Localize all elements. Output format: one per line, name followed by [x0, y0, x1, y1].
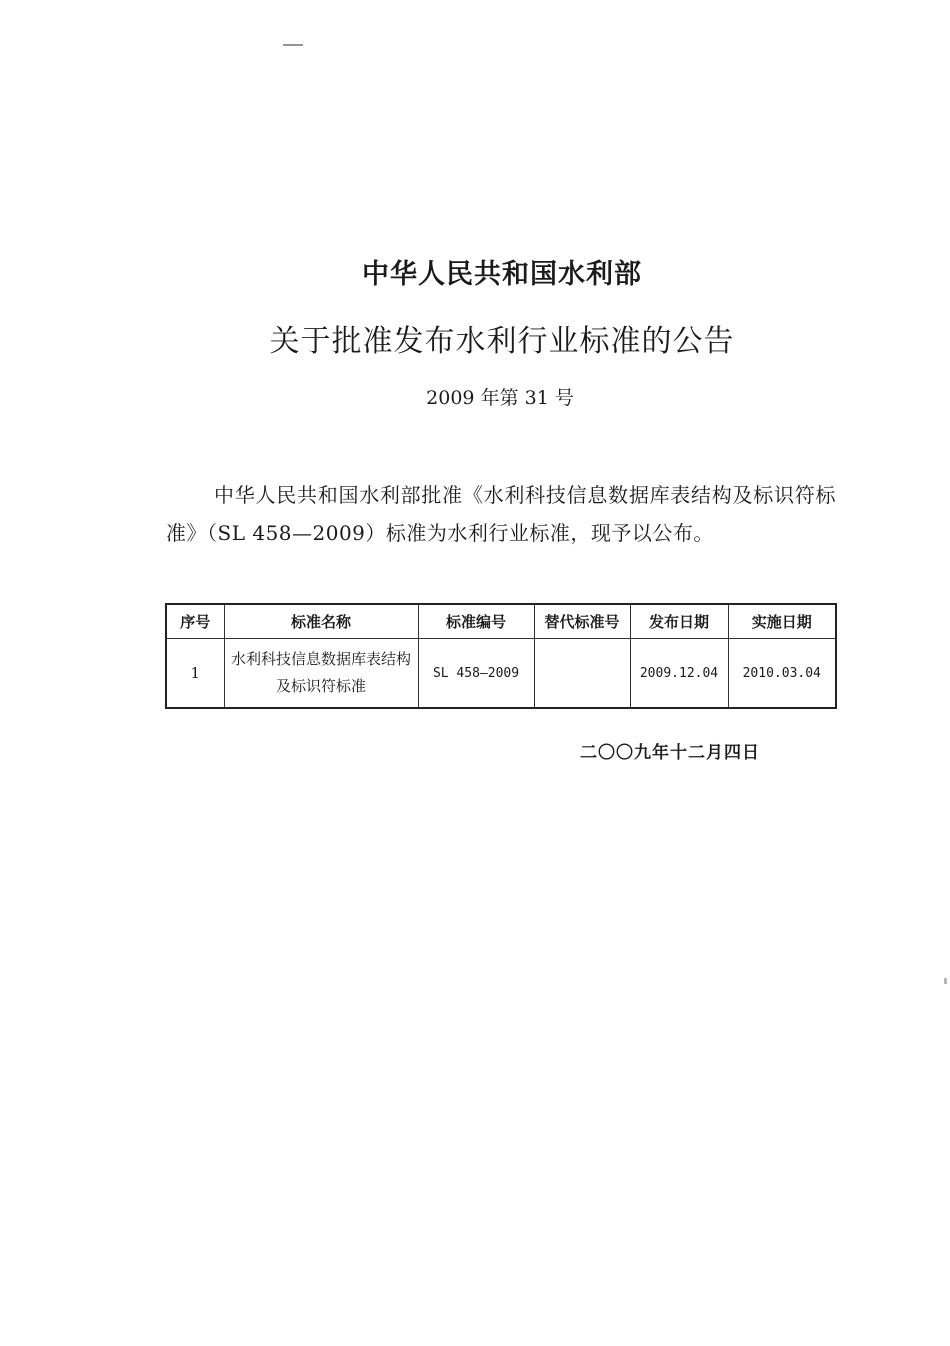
- column-header-effective-date: 实施日期: [728, 604, 836, 639]
- column-header-code: 标准编号: [418, 604, 534, 639]
- cell-standard-name: 水利科技信息数据库表结构及标识符标准: [224, 639, 418, 709]
- announcement-paragraph: 中华人民共和国水利部批准《水利科技信息数据库表结构及标识符标准》（SL 458—2009）标准为水利行业标准，现予以公布。: [166, 483, 836, 545]
- issuer-heading: 中华人民共和国水利部: [362, 259, 642, 290]
- cell-standard-code: SL 458—2009: [418, 639, 534, 709]
- column-header-replaces: 替代标准号: [534, 604, 630, 639]
- column-header-issue-date: 发布日期: [630, 604, 728, 639]
- standards-table: [165, 603, 837, 709]
- cell-effective-date: 2010.03.04: [728, 639, 836, 709]
- cell-index: 1: [166, 639, 224, 709]
- announcement-number: 2009 年第 31 号: [426, 387, 574, 409]
- column-header-index: 序号: [166, 604, 224, 639]
- announcement-date: 二〇〇九年十二月四日: [580, 743, 760, 763]
- announcement-title: 关于批准发布水利行业标准的公告: [269, 324, 735, 359]
- scan-mark: [283, 44, 303, 46]
- cell-replaces: [534, 639, 630, 709]
- table-header-row: [166, 604, 836, 639]
- table-row: [166, 639, 836, 709]
- column-header-name: 标准名称: [224, 604, 418, 639]
- scan-speck: [944, 978, 947, 984]
- cell-issue-date: 2009.12.04: [630, 639, 728, 709]
